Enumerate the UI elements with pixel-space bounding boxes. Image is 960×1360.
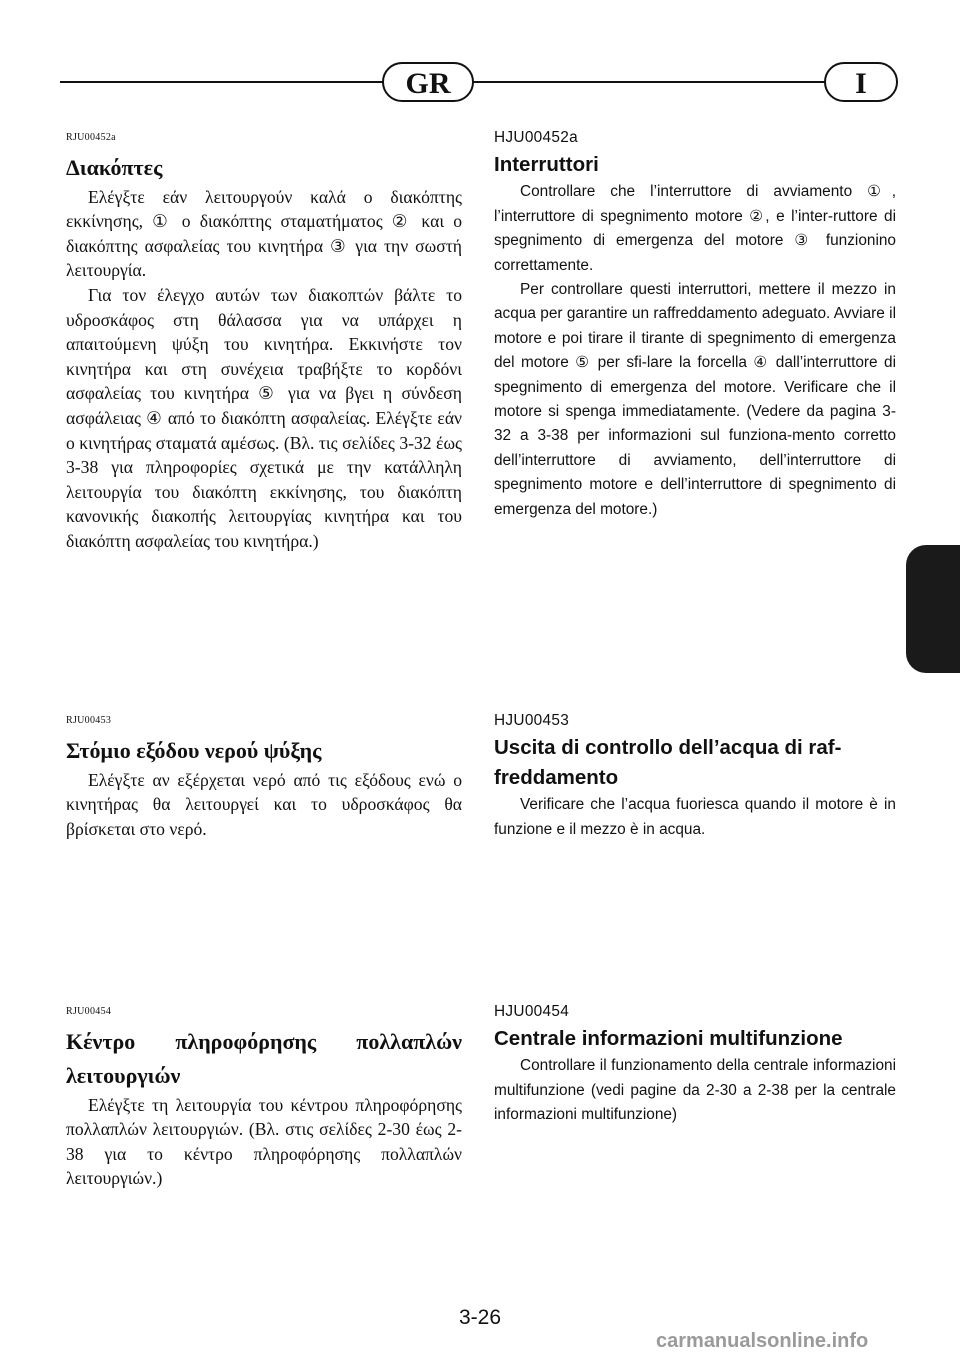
paragraph: Ελέγξτε τη λειτουργία του κέντρου πληροφόρησης πολλαπλών λειτουργιών. (Βλ. στις σελίδες 2-30 έως 2-38 για το κέντρο πληροφόρησης πολλαπλών λειτουργιών.) bbox=[66, 1094, 462, 1189]
section-title: Στόμιο εξόδου νερού ψύξης bbox=[66, 737, 322, 763]
section-title: Κέντρο πληροφόρησης πολλαπλών λειτουργιών bbox=[66, 1028, 462, 1088]
paragraph: Ελέγξτε εάν λειτουργούν καλά ο διακόπτης εκκίνησης, ① ο διακόπτης σταματήματος ② και ο διακόπτης ασφαλείας του κινητήρα ③ για την σωστή λειτουργία. bbox=[66, 186, 462, 281]
section-title: Uscita di controllo dell’acqua di raf-freddamento bbox=[494, 736, 842, 790]
section-cooling-outlet-italian bbox=[494, 709, 896, 842]
paragraph: Per controllare questi interruttori, mettere il mezzo in acqua per garantire un raffreddamento adeguato. Avviare il motore e poi tirare il tirante di spegnimento di emergenza del motore ⑤ per sfi-lare la forcella ④ dall’interruttore di spegnimento di emergenza del motore. Verificare che il motore si spenga immediatamente. (Vedere da pagina 3-32 a 3-38 per informazioni sul funziona-mento corretto dell’interruttore di avviamento, dell’interruttore di spegnimento motore e dell’interruttore di spegnimento di emergenza del motore.) bbox=[494, 281, 896, 518]
paragraph: Controllare che l’interruttore di avviamento ①, l’interruttore di spegnimento motore ②, e l’inter-ruttore di spegnimento di emergenza del motore ③ funzionino correttamente. bbox=[494, 183, 896, 274]
section-title: Interruttori bbox=[494, 153, 599, 177]
chapter-thumb-tab bbox=[906, 545, 960, 673]
section-code: RJU00454 bbox=[66, 1006, 112, 1017]
paragraph: Verificare che l’acqua fuoriesca quando il motore è in funzione e il mezzo è in acqua. bbox=[494, 796, 896, 838]
section-code: RJU00453 bbox=[66, 715, 112, 726]
language-tab-greek: GR bbox=[382, 62, 474, 102]
language-tab-italian: I bbox=[824, 62, 898, 102]
header-rule bbox=[60, 81, 898, 83]
section-code: HJU00452a bbox=[494, 129, 578, 146]
section-code: RJU00452a bbox=[66, 132, 116, 143]
section-info-center-italian bbox=[494, 1000, 896, 1128]
section-code: HJU00453 bbox=[494, 712, 570, 729]
paragraph: Για τον έλεγχο αυτών των διακοπτών βάλτε το υδροσκάφος στη θάλασσα για να υπάρχει η απαιτούμενη ψύξη του κινητήρα. Εκκινήστε τον κινητήρα και στη συνέχεια τραβήξτε το κορδόνι ασφαλείας του κινητήρα ⑤ για να βγει η σύνδεση ασφάλειας ④ από το διακόπτη ασφαλείας. Ελέγξτε εάν ο κινητήρας σταματά αμέσως. (Βλ. τις σελίδες 3-32 έως 3-38 για πληροφορίες σχετικά με την κατάλληλη λειτουργία του διακόπτη εκκίνησης, του διακόπτη κανονικής διακοπής λειτουργίας κινητήρα και του διακόπτη ασφαλείας του κινητήρα.) bbox=[66, 284, 462, 551]
paragraph: Ελέγξτε αν εξέρχεται νερό από τις εξόδους ενώ ο κινητήρας θα λειτουργεί και το υδροσκάφος θα βρίσκεται στο νερό. bbox=[66, 769, 462, 839]
section-code: HJU00454 bbox=[494, 1003, 570, 1020]
section-info-center-greek bbox=[66, 1000, 462, 1191]
watermark: carmanualsonline.info bbox=[656, 1330, 869, 1352]
section-cooling-outlet-greek bbox=[66, 709, 462, 841]
section-switches-greek bbox=[66, 126, 462, 554]
section-title: Διακόπτες bbox=[66, 154, 163, 180]
section-switches-italian bbox=[494, 126, 896, 522]
paragraph: Controllare il funzionamento della centrale informazioni multifunzione (vedi pagine da 2-30 a 2-38 per la centrale informazioni multifunzione) bbox=[494, 1057, 896, 1124]
page-number: 3-26 bbox=[458, 1306, 502, 1329]
section-title: Centrale informazioni multifunzione bbox=[494, 1027, 843, 1051]
